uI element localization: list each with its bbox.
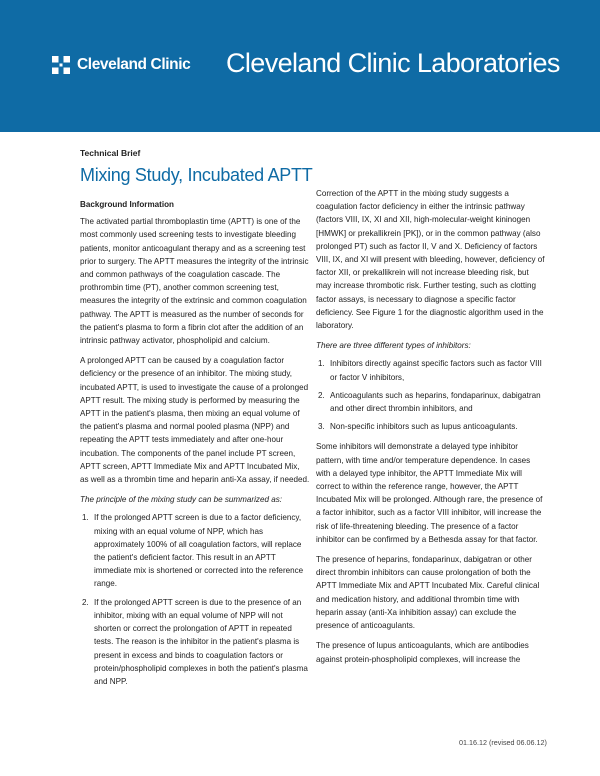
list-item: 3. Non-specific inhibitors such as lupus anticoagulants. <box>327 420 546 433</box>
paragraph-aptt-intro: The activated partial thromboplastin time (APTT) is one of the most commonly used screening tests to investigate bleeding patients, monitor anticoagulant therapy and as a screening test prior to surgery. The APTT measures the integrity of the intrinsic and common pathways of the coagulation cascade. The prothrombin time (PT), another common screening test, measures the integrity of the extrinsic and common coagulation pathway. The APTT is measured as the number of seconds for the patient's plasma to form a fibrin clot after the addition of an intrinsic pathway activator, phospholipid and calcium. <box>80 217 309 346</box>
paragraph-lupus-anticoagulants: The presence of lupus anticoagulants, which are antibodies against protein-phospholipid complexes, will increase the <box>316 641 529 664</box>
paragraph-delayed-inhibitor: Some inhibitors will demonstrate a delayed type inhibitor pattern, with time and/or temperature dependence. In cases with a delayed type inhibitor, the APTT Immediate Mix will correct to within the reference range, however, the APTT Incubated Mix will be prolonged. Although rare, the presence of a factor inhibitor, such as a factor VIII inhibitor, will increase the risk of life-threatening bleeding. The presence of a factor inhibitor can be confirmed by a Bethesda assay for that factor. <box>316 442 543 544</box>
list-item: 2. Anticoagulants such as heparins, fondaparinux, dabigatran and other direct thrombin inhibitors, and <box>327 389 546 415</box>
cleveland-clinic-logo-icon <box>52 56 70 74</box>
left-column <box>80 198 310 695</box>
footer-date: 01.16.12 (revised 06.06.12) <box>459 738 547 747</box>
brand-logo[interactable] <box>52 56 190 74</box>
header-title: Cleveland Clinic Laboratories <box>226 48 560 78</box>
inhibitor-types-list <box>316 357 546 433</box>
principle-lead: The principle of the mixing study can be summarized as: <box>80 495 282 505</box>
list-item: 1. If the prolonged APTT screen is due to a factor deficiency, mixing with an equal volume of NPP, which has approximately 100% of all coagulation factors, will replace the patient's deficient factor. This result in an APTT immediate mix is shortened or corrected into the reference range. <box>91 511 310 590</box>
paragraph-correction: Correction of the APTT in the mixing study suggests a coagulation factor deficiency in either the intrinsic pathway (factors VIII, IX, XI and XII, high-molecular-weight kininogen [HMWK] or prekallikrein [PK]), or in the common pathway (also prolonged PT) such as factor II, V and X. Deficiency of factors VIII, IX, and XI will present with bleeding, however, deficiency of factor XII, or prekallikrein will not increase bleeding risk, but may increase thrombotic risk. Further testing, such as clotting factor assays, is necessary to diagnose a specific factor deficiency. See Figure 1 for the diagnostic algorithm used in the laboratory. <box>316 189 545 331</box>
principle-list <box>80 511 310 688</box>
paragraph-anticoagulants: The presence of heparins, fondaparinux, dabigatran or other direct thrombin inhibitors can cause prolongation of both the APTT Immediate Mix and APTT Incubated Mix. Careful clinical and medication history, and additional thrombin time with heparin assay (anti-Xa inhibition assay) can exclude the presence of anticoagulants. <box>316 555 540 631</box>
paragraph-prolonged-aptt: A prolonged APTT can be caused by a coagulation factor deficiency or the presence of an inhibitor. The mixing study, incubated APTT, is used to investigate the cause of a prolonged APTT result. The mixing study is performed by measuring the APTT in the patient's plasma, then mixing an equal volume of the patient's plasma and normal pooled plasma (NPP) and repeating the APTT tests immediately and after one-hour incubation. The components of the panel include PT screen, APTT screen, APTT Immediate Mix and APTT Incubated Mix, as well as a thrombin time and heparin anti-Xa assay, if needed. <box>80 356 310 485</box>
list-item: 2. If the prolonged APTT screen is due to the presence of an inhibitor, mixing with an equal volume of NPP will not shorten or correct the prolongation of APTT in repeated tests. The reason is the inhibitor in the patient's plasma is present in excess and binds to coagulation factors or protein/phospholipid complexes in both the patient's plasma and NPP. <box>91 596 310 688</box>
inhibitor-types-lead: There are three different types of inhibitors: <box>316 341 471 351</box>
brand-logo-text: Cleveland Clinic <box>77 56 191 73</box>
list-item: 1. Inhibitors directly against specific factors such as factor VIII or factor V inhibitors, <box>327 357 546 383</box>
section-heading-background: Background Information <box>80 200 174 209</box>
right-column <box>316 187 546 673</box>
document-type-label: Technical Brief <box>80 148 141 158</box>
header-banner <box>0 0 600 132</box>
page-title: Mixing Study, Incubated APTT <box>80 165 313 185</box>
